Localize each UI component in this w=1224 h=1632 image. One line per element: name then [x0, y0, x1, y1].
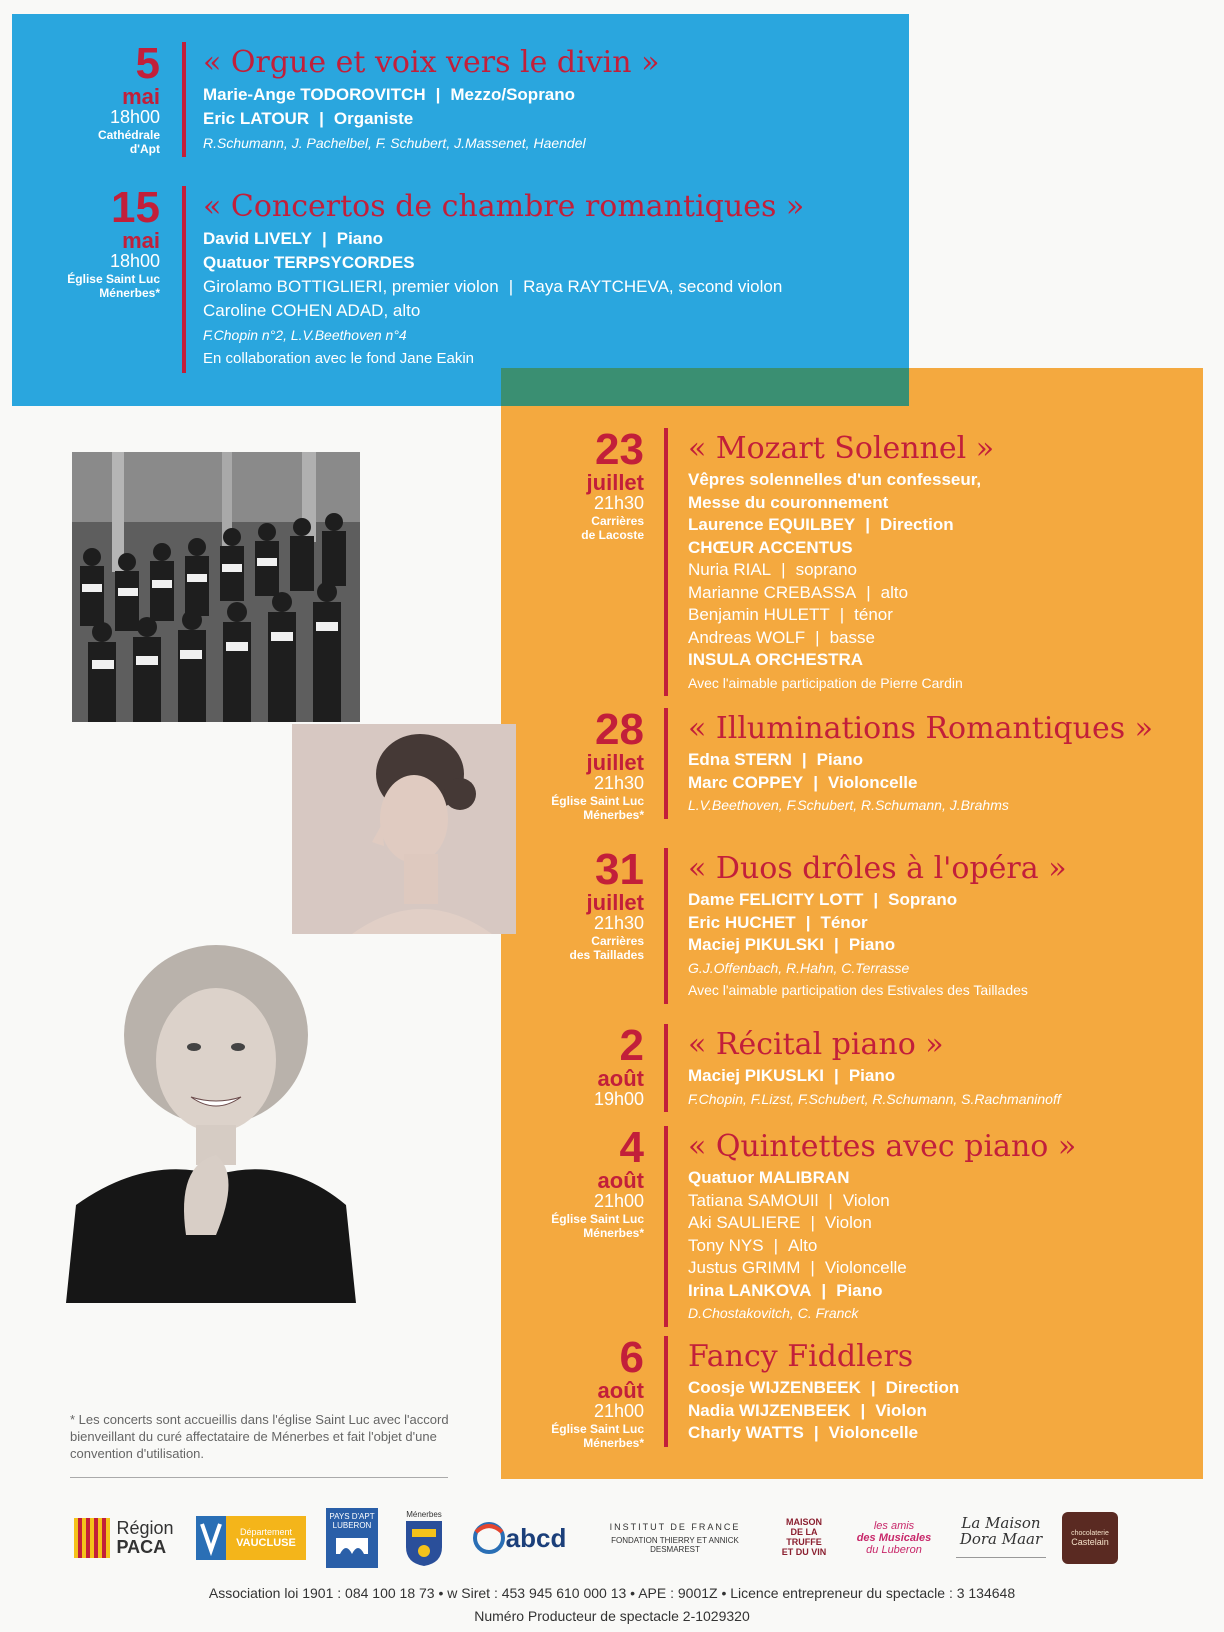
event-line-part: Charly WATTS: [688, 1423, 804, 1442]
event-month: août: [597, 1378, 644, 1403]
dora-maar-logo: [956, 1505, 1046, 1558]
event-title: « Récital piano »: [688, 1027, 944, 1062]
event-line-part: INSULA ORCHESTRA: [688, 650, 864, 669]
event-line: [688, 469, 994, 492]
event-line-part: Eric LATOUR: [203, 109, 310, 128]
event-day: 2: [619, 1021, 644, 1070]
paca-line2: PACA: [116, 1537, 167, 1557]
amis-musicales-logo: [846, 1505, 942, 1571]
separator: |: [773, 1235, 779, 1255]
event-line: [688, 672, 994, 695]
vaucluse-line1: Département: [239, 1527, 293, 1537]
event-line-part: Tony NYS: [688, 1235, 764, 1255]
event-line-part: Violoncelle: [828, 1423, 919, 1442]
event-line-part: alto: [880, 582, 909, 602]
event-line-part: Caroline COHEN ADAD, alto: [203, 301, 421, 320]
event-line: [688, 1235, 1076, 1258]
event-line: [688, 1400, 959, 1423]
event-divider-bar: [664, 1336, 668, 1447]
event-line-part: Justus GRIMM: [688, 1258, 801, 1277]
event-line-part: Eric HUCHET: [688, 912, 796, 932]
event-venue: Ménerbes*: [583, 1436, 644, 1451]
event-line-part: Marc COPPEY: [688, 772, 804, 792]
separator: |: [873, 890, 879, 909]
event-line-part: Girolamo BOTTIGLIERI, premier violon: [203, 277, 499, 296]
truffe-line3: ET DU VIN: [781, 1546, 827, 1557]
event-date: [551, 1333, 644, 1451]
vaucluse-logo: [192, 1505, 310, 1571]
event-details: [688, 1340, 959, 1445]
separator: |: [866, 582, 871, 602]
event-divider-bar: [664, 428, 668, 696]
event-line-part: Piano: [336, 229, 384, 248]
event-title: « Orgue et voix vers le divin »: [203, 45, 660, 80]
event-line: [203, 347, 804, 371]
event-line: [688, 934, 1067, 957]
event-date: [97, 39, 160, 157]
event-line: [203, 131, 659, 155]
event-line-part: Violoncelle: [828, 772, 918, 792]
event-line-part: Piano: [848, 935, 896, 954]
dora-line2: Dora Maar: [959, 1530, 1043, 1548]
event-line-part: Piano: [836, 1280, 883, 1300]
luberon-logo: [322, 1505, 382, 1571]
separator: |: [839, 605, 845, 624]
event-date: [593, 1021, 644, 1110]
event-details: [688, 1130, 1076, 1325]
region-paca-logo: [68, 1505, 180, 1571]
event-venue: Ménerbes*: [99, 286, 160, 301]
institut-line1: INSTITUT DE FRANCE: [609, 1522, 741, 1532]
event-line-part: Laurence EQUILBEY: [688, 515, 856, 534]
event-line: [688, 514, 994, 537]
event-venue: Ménerbes*: [583, 1226, 644, 1241]
event-title: « Duos drôles à l'opéra »: [688, 851, 1067, 886]
event-line-part: Soprano: [888, 890, 958, 909]
event-details: [688, 1028, 1061, 1110]
event-line-part: Violoncelle: [824, 1258, 907, 1277]
dora-line1: La Maison: [961, 1513, 1041, 1532]
separator: |: [828, 1190, 833, 1210]
event-line: [688, 749, 1153, 772]
event-line-part: Coosje WIJZENBEEK: [688, 1378, 861, 1397]
event-month: août: [597, 1168, 644, 1193]
event-line-part: Irina LANKOVA: [688, 1280, 812, 1300]
event-line: [203, 323, 804, 347]
event-line: [688, 772, 1153, 795]
event-line-part: D.Chostakovitch, C. Franck: [688, 1305, 859, 1321]
event-line: [688, 1088, 1061, 1111]
event-line-part: Andreas WOLF: [688, 627, 806, 647]
event-venue: Église Saint Luc: [551, 1211, 644, 1226]
event-time: 21h30: [593, 773, 644, 793]
choco-line1: chocolaterie: [1071, 1529, 1109, 1537]
event-line-part: Marie-Ange TODOROVITCH: [203, 85, 426, 104]
event-line-part: Maciej PIKULSKI: [688, 935, 825, 954]
sponsor-logos: [60, 1505, 1170, 1577]
event-line-part: Mezzo/Soprano: [450, 85, 576, 104]
event-line-part: En collaboration avec le fond Jane Eakin: [203, 350, 475, 367]
event-line-part: David LIVELY: [203, 229, 312, 248]
event-line-part: Tatiana SAMOUIl: [688, 1190, 819, 1210]
event-line-part: Piano: [848, 1066, 896, 1085]
separator: |: [321, 229, 327, 248]
event-line-part: CHŒUR ACCENTUS: [688, 537, 853, 557]
event-line: [203, 227, 804, 251]
event-line-part: G.J.Offenbach, R.Hahn, C.Terrasse: [688, 959, 910, 976]
portrait-tint: [292, 724, 516, 934]
event-line-part: Quatuor MALIBRAN: [688, 1168, 850, 1187]
amis-line1: les amis: [873, 1519, 915, 1532]
event-line-part: Piano: [816, 750, 863, 769]
event-time: 21h30: [593, 493, 644, 513]
chocolaterie-logo: [1060, 1505, 1120, 1571]
separator: |: [865, 515, 870, 534]
event-date: [67, 183, 160, 301]
abcd-logo: [464, 1505, 574, 1571]
luberon-line1: PAYS D'APT: [329, 1512, 375, 1521]
event-time: 18h00: [109, 251, 160, 271]
event-line-part: basse: [829, 627, 875, 647]
event-month: juillet: [586, 890, 644, 915]
event-details: [203, 46, 659, 155]
event-day: 4: [619, 1123, 644, 1172]
event-line-part: Nadia WIJZENBEEK: [688, 1400, 851, 1420]
separator: |: [815, 627, 820, 647]
event-date: [581, 425, 644, 543]
separator: |: [813, 772, 819, 792]
abcd-label: abcd: [505, 1522, 567, 1553]
event-line: [203, 275, 804, 299]
event-line: [688, 1302, 1076, 1325]
event-date: [551, 705, 644, 823]
event-line-part: Benjamin HULETT: [688, 605, 830, 624]
event-venue: Cathédrale: [97, 127, 160, 142]
event-line-part: Ténor: [820, 912, 868, 932]
event-divider-bar: [182, 186, 186, 373]
event-line: [688, 604, 994, 627]
event-line: [688, 627, 994, 650]
event-line-part: Quatuor TERPSYCORDES: [203, 253, 415, 272]
event-venue: Église Saint Luc: [67, 271, 160, 286]
event-line: [203, 299, 804, 323]
event-line-part: Alto: [788, 1235, 818, 1255]
event-day: 5: [135, 39, 160, 88]
event-title: Fancy Fiddlers: [688, 1339, 914, 1374]
event-line: [688, 582, 994, 605]
event-line-part: L.V.Beethoven, F.Schubert, R.Schumann, J.Brahms: [688, 797, 1009, 813]
panel-overlap: [501, 368, 909, 406]
event-line: [688, 912, 1067, 935]
event-line: [688, 559, 994, 582]
event-line-part: Raya RAYTCHEVA, second violon: [523, 277, 783, 296]
event-venue: Ménerbes*: [583, 808, 644, 823]
event-date: [551, 1123, 644, 1241]
event-details: [203, 190, 804, 371]
separator: |: [435, 85, 441, 104]
event-line-part: R.Schumann, J. Pachelbel, F. Schubert, J.Massenet, Haendel: [203, 135, 586, 151]
event-line: [688, 957, 1067, 980]
event-line-part: Direction: [885, 1378, 960, 1397]
event-time: 21h00: [593, 1191, 644, 1211]
event-time: 18h00: [109, 107, 160, 127]
event-line: [688, 1167, 1076, 1190]
event-line-part: Organiste: [333, 109, 414, 128]
separator: |: [834, 935, 839, 954]
event-line-part: Violon: [842, 1190, 890, 1210]
event-line: [203, 107, 659, 131]
legal-line2: Numéro Producteur de spectacle 2-1029320: [474, 1608, 750, 1624]
event-line: [688, 979, 1067, 1002]
menerbes-logo: [394, 1505, 454, 1571]
separator: |: [813, 1423, 819, 1442]
amis-line3: du Luberon: [866, 1544, 922, 1557]
event-line-part: Avec l'aimable participation des Estivales des Taillades: [688, 982, 1028, 998]
event-line-part: Marianne CREBASSA: [688, 582, 857, 602]
event-time: 21h00: [593, 1401, 644, 1421]
institut-de-france-logo: [590, 1505, 760, 1571]
event-month: mai: [122, 228, 160, 253]
event-line-part: F.Chopin, F.Lizst, F.Schubert, R.Schumann, S.Rachmaninoff: [688, 1090, 1061, 1107]
vaucluse-line2: VAUCLUSE: [236, 1537, 296, 1549]
separator: |: [805, 912, 811, 932]
event-divider-bar: [664, 708, 668, 819]
event-venue: Carrières: [591, 933, 644, 948]
maison-truffe-logo: [772, 1505, 836, 1571]
event-line-part: Violon: [824, 1213, 872, 1232]
event-day: 6: [619, 1333, 644, 1382]
event-line: [688, 1280, 1076, 1303]
institut-line2: FONDATION THIERRY ET ANNICK DESMAREST: [611, 1536, 739, 1554]
paca-line1: Région: [116, 1518, 174, 1539]
event-title: « Quintettes avec piano »: [688, 1129, 1077, 1164]
event-line: [688, 492, 994, 515]
event-venue: de Lacoste: [581, 528, 644, 543]
event-day: 23: [595, 425, 644, 474]
event-divider-bar: [664, 848, 668, 1004]
event-line: [688, 537, 994, 560]
event-line-part: Direction: [879, 515, 954, 534]
event-month: juillet: [586, 470, 644, 495]
event-line-part: Edna STERN: [688, 750, 792, 769]
event-line-part: Avec l'aimable participation de Pierre Cardin: [688, 674, 963, 691]
separator: |: [870, 1378, 876, 1397]
event-venue: Carrières: [591, 513, 644, 528]
event-line-part: soprano: [795, 560, 857, 579]
separator: |: [801, 750, 807, 769]
event-line: [688, 1065, 1061, 1088]
event-day: 15: [111, 183, 160, 232]
event-title: « Illuminations Romantiques »: [688, 711, 1153, 746]
event-month: mai: [122, 84, 160, 109]
event-time: 21h30: [593, 913, 644, 933]
truffe-line2: DE LA TRUFFE: [786, 1527, 822, 1547]
event-divider-bar: [664, 1126, 668, 1327]
event-day: 28: [595, 705, 644, 754]
event-line-part: Maciej PIKUSLKI: [688, 1066, 825, 1085]
event-line: [688, 794, 1153, 817]
footnote-divider: [70, 1477, 448, 1478]
event-line: [688, 889, 1067, 912]
event-line-part: Aki SAULIERE: [688, 1213, 801, 1232]
event-line: [688, 1257, 1076, 1280]
event-line-part: Nuria RIAL: [688, 560, 772, 579]
truffe-line1: MAISON: [786, 1517, 822, 1528]
separator: |: [810, 1258, 815, 1277]
event-venue: d'Apt: [129, 142, 160, 157]
event-line-part: ténor: [854, 605, 893, 624]
event-title: « Concertos de chambre romantiques »: [203, 189, 805, 224]
event-divider-bar: [182, 42, 186, 157]
event-details: [688, 852, 1067, 1002]
event-details: [688, 712, 1153, 817]
event-details: [688, 432, 994, 694]
event-month: août: [597, 1066, 644, 1091]
separator: |: [860, 1400, 866, 1420]
legal-line1: Association loi 1901 : 084 100 18 73 • w Siret : 453 945 610 000 13 • APE : 9001Z • Licence entrepreneur du spectacle : 3 134648: [208, 1585, 1016, 1601]
event-line: [688, 1190, 1076, 1213]
event-line: [688, 1422, 959, 1445]
luberon-line2: LUBERON: [332, 1521, 372, 1530]
separator: |: [834, 1066, 839, 1085]
separator: |: [781, 560, 786, 579]
separator: |: [810, 1213, 815, 1232]
separator: |: [319, 109, 324, 128]
event-line: [688, 1377, 959, 1400]
event-line: [203, 83, 659, 107]
event-day: 31: [595, 845, 644, 894]
event-line-part: Dame FELICITY LOTT: [688, 890, 864, 909]
choir-photo: [72, 452, 360, 722]
event-title: « Mozart Solennel »: [688, 431, 995, 466]
soprano-portrait: [66, 935, 356, 1303]
event-venue: des Taillades: [569, 948, 644, 963]
event-divider-bar: [664, 1024, 668, 1112]
event-venue: Église Saint Luc: [551, 793, 644, 808]
event-line-part: Violon: [875, 1400, 927, 1420]
event-line-part: F.Chopin n°2, L.V.Beethoven n°4: [203, 327, 407, 343]
footnote: * Les concerts sont accueillis dans l'église Saint Luc avec l'accord bienveillant du curé affectataire de Ménerbes et fait l'objet d'une convention d'utilisation.: [70, 1412, 449, 1461]
event-time: 19h00: [593, 1089, 644, 1109]
event-venue: Église Saint Luc: [551, 1421, 644, 1436]
event-month: juillet: [586, 750, 644, 775]
choco-line2: Castelain: [1071, 1536, 1109, 1547]
event-line: [688, 649, 994, 672]
menerbes-label: Ménerbes: [406, 1509, 442, 1519]
event-line: [688, 1212, 1076, 1235]
event-date: [569, 845, 644, 963]
separator: |: [821, 1280, 827, 1300]
amis-line2: des Musicales: [856, 1531, 932, 1544]
event-line: [203, 251, 804, 275]
event-line-part: Messe du couronnement: [688, 492, 889, 512]
separator: |: [508, 277, 514, 296]
event-line-part: Vêpres solennelles d'un confesseur,: [688, 470, 982, 489]
